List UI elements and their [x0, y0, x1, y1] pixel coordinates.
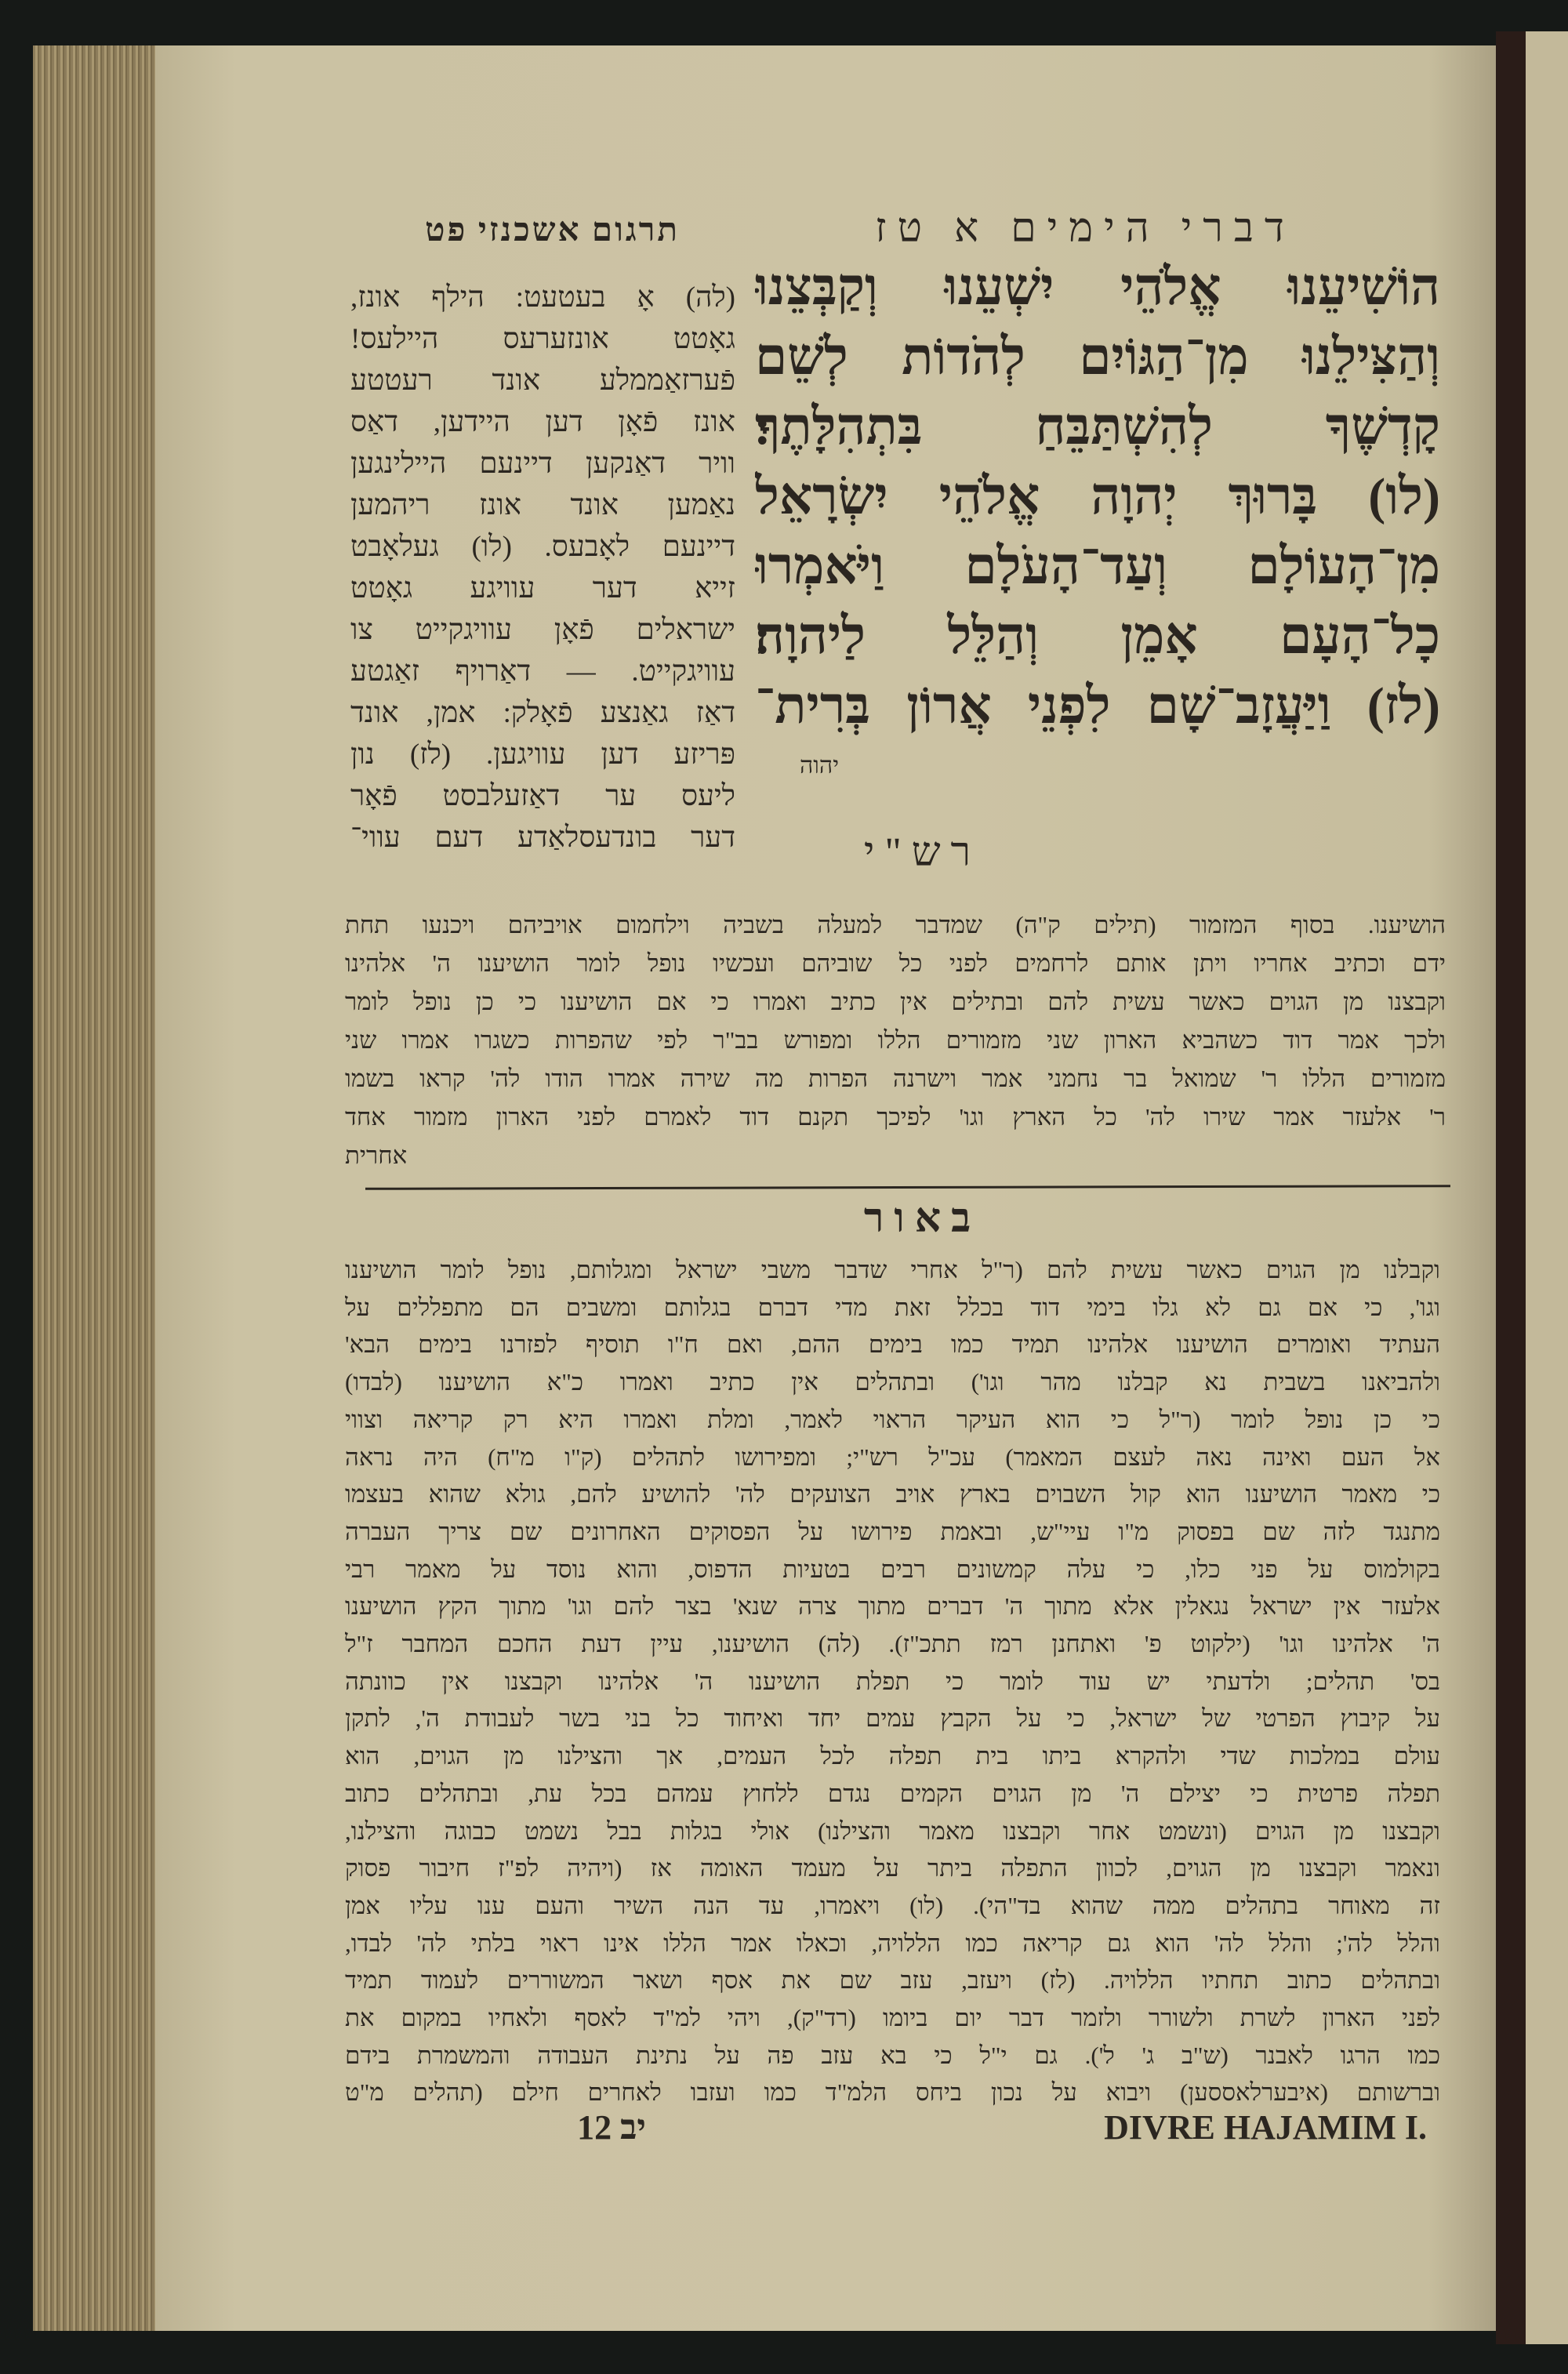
- next-page-edge: [1526, 31, 1568, 2344]
- biur-line: אל העם ואינה נאה לעצם המאמר) עכ"ל רש"י; ומפירושו לתהלים (ק"ו מ"ח) היה נראה: [345, 1443, 1440, 1471]
- biur-line: וקבצנו מן הגוים (ונשמט אחר וקבצנו מאמר והצילנו) אולי בגלות בבל נשמט כבוגה והצילנו,: [345, 1817, 1440, 1845]
- verse-line: כָל־הָעָם אָמֵן וְהַלֵּל לַיהוָה׃: [755, 608, 1440, 665]
- right-column-header: דברי הימים א טז: [875, 206, 1295, 251]
- running-title: DIVRE HAJAMIM I.: [1104, 2108, 1427, 2147]
- rashi-line: ולכך אמר דוד כשהביא הארון שני מזמורים הללו ומפורש בב"ר לפי שהפרות כשגרו אמרו שני: [345, 1026, 1446, 1054]
- verse-line: מִן־הָעוֹלָם וְעַד־הָעֹלָם וַיֹּאמְרוּ: [755, 538, 1440, 595]
- biur-line: ה' אלהינו וגו' (ילקוט פ' ואתחנן רמז תתכ"ז). (לה) הושיענו, עיין דעת החכם המחבר ז"ל: [345, 1630, 1440, 1657]
- biur-line: ונאמר וקבצנו מן הגוים, לכוון התפלה ביתר על מעמד האומה אז (ויהיה לפ"ז חיבור פסוק: [345, 1854, 1440, 1882]
- biur-line: העתיד ואומרים הושיענו אלהינו תמיד כמו בימים ההם, ואם ח"ו תוסיף לפזרנו בימים הבא': [345, 1330, 1440, 1359]
- biur-line: מתנגד לזה שם בפסוק מ"ו עיי"ש, ובאמת פירושו על הפסוקים האחרונים שם צריך העברה: [345, 1517, 1440, 1545]
- biur-line: ובתהלים כתוב תחתיו הללויה. (לז) ויעזב, עזב שם את אסף ושאר המשוררים לעמוד תמיד: [345, 1966, 1440, 1995]
- yiddish-line: גאָטט אונזערעס היילעס!: [350, 323, 735, 355]
- book-gutter: [1496, 31, 1526, 2344]
- yiddish-line: ישראלים פֿאָן עוויגקייט צו: [350, 614, 735, 646]
- yiddish-line: (לה) אָ בעטעט: הילף אונז,: [350, 281, 735, 314]
- yiddish-line: אונז פֿאָן דען היידען, דאַס: [350, 406, 735, 438]
- biur-line: בקולמוס על פני כלו, כי עלה קמשונים רבים בטעיות הדפוס, והוא נוסד על מאמר רבי: [345, 1555, 1440, 1583]
- catchword: יהוה: [800, 753, 840, 779]
- page-number: 12 יב: [577, 2108, 646, 2147]
- biur-line: תפלה פרטית כי יצילם ה' מן הגוים הקמים נגדם ללחוץ עמהם בכל עת, ובתהלים כתוב: [345, 1779, 1440, 1807]
- biur-line: אלעזר אין ישראל נגאלין אלא מתוך ה' דברים מתוך צרה שנא' בצר להם וגו' מתוך הקץ הושיענו: [345, 1592, 1440, 1621]
- book-page-edges: [33, 45, 155, 2331]
- verse-line: (לז) וַיַּעֲזָב־שָׁם לִפְנֵי אֲרוֹן בְּרִית־: [755, 677, 1440, 735]
- yiddish-line: נאַמען אונד אונז ריהמען: [350, 489, 735, 521]
- biur-line: בס' תהלים; ולדעתי יש עוד לומר כי תפלת הושיענו ה' אלהינו וקבצנו אין כוונתה: [345, 1667, 1440, 1695]
- yiddish-line: דאַז גאַנצע פֿאָלק: אמן, אונד: [350, 697, 735, 729]
- biur-line: זה מאוחר בתהלים ממה שהוא בד"הי). (לו) ויאמרו, עד הנה השיר והעם ענו עליו אמן: [345, 1891, 1440, 1919]
- biur-line: כי כן נופל לומר (ר"ל כי הוא העיקר הראוי לאמר, ומלת ואמרו היא רק קריאה וצווי: [345, 1405, 1440, 1433]
- rashi-heading: ר ש " י: [863, 830, 971, 875]
- biur-line: עולם במלכות שדי ולהקרא ביתו בית תפלה לכל העמים, אך והצילנו מן הגוים, הוא: [345, 1742, 1440, 1770]
- biur-line: וברשותם (איבערלאססען) ויבוא על נכון ביחס הלמ"ד כמו ועזבו לאחרים חילם (תהלים מ"ט: [345, 2078, 1440, 2107]
- yiddish-line: פּריזע דען עוויגען. (לז) נון: [350, 739, 735, 771]
- biur-line: וקבלנו מן הגוים כאשר עשית להם (ר"ל אחרי שדבר משבי ישראל ומגלותם, נופל לומר הושיענו: [345, 1256, 1440, 1283]
- yiddish-line: דער בונדעסלאַדע דעם עווי־: [350, 822, 735, 854]
- verse-line: הוֹשִׁיעֵנוּ אֱלֹהֵי יִשְׁעֵנוּ וְקַבְּצֵנוּ: [755, 259, 1440, 316]
- biur-line: לפני הארון לשרת ולשורר ולזמר דבר יום ביומו (רד"ק), ויהי למ"ד לאסף ולאחיו במקום את: [345, 2004, 1440, 2031]
- verse-line: קָדְשֶׁךָ לְהִשְׁתַּבֵּחַ בִּתְהִלָּתֶךָ׃: [755, 398, 1440, 456]
- biur-line: ולהביאנו בשבית נא קבלנו מהר וגו') ובתהלים אין כתיב ואמרו כ"א הושיענו (לבדו): [345, 1368, 1440, 1396]
- yiddish-line: זייא דער עוויגע גאָטט: [350, 572, 735, 604]
- rashi-line: מזמורים הללו ר' שמואל בר נחמני אמר וישרנה הפרות מה שירה אמרו הודו לה' קראו בשמו: [345, 1065, 1446, 1092]
- biur-line: על קיבוץ הפרטי של ישראל, כי על הקבץ עמים יחד ואיחוד כל בני בשר לעבודת ה', לתקן: [345, 1704, 1440, 1733]
- verse-line: (לו) בָּרוּךְ יְהוָה אֱלֹהֵי יִשְׂרָאֵל: [755, 468, 1440, 525]
- left-column-header: תרגום אשכנזי פט: [425, 212, 680, 249]
- biur-heading: ב א ו ר: [863, 1196, 971, 1241]
- rashi-line: ר' אלעזר אמר שירו לה' כל הארץ וגו' לפיכך תקנם דוד לאמרם לפני הארון מזמור אחד: [345, 1103, 1446, 1131]
- yiddish-line: פֿערזאַממלע אונד רעטטע: [350, 365, 735, 397]
- rashi-line: הושיענו. בסוף המזמור (תילים ק"ה) שמדבר למעלה בשביה וילחמום אויביהם ויכנעו תחת: [345, 911, 1446, 938]
- biur-line: וגו', כי אם גם לא גלו בימי דוד בכלל זאת מדי דברם בגלותם ומשבים הם מתפללים על: [345, 1293, 1440, 1321]
- rashi-line: וקבצנו מן הגוים כאשר עשית להם ובתילים אין כתיב ואמרו כי אם הושיענו כי כן נופל לומר: [345, 988, 1446, 1015]
- verse-line: וְהַצִּילֵנוּ מִן־הַגּוֹיִם לְהֹדוֹת לְשֵׁם: [755, 329, 1440, 386]
- rashi-line: ידם וכתיב אחריו ויתן אותם לרחמים לפני כל שוביהם ועכשיו נופל לומר הושיענו ה' אלהינו: [345, 949, 1446, 977]
- biur-line: כי מאמר הושיענו הוא קול השבוים בארץ אויב הצועקים לה' להושיע להם, גולא שהוא בעצמו: [345, 1480, 1440, 1508]
- biur-line: והלל לה'; והלל לה' הוא גם קריאה כמו הללויה, וכאלו אמר הללו אינו ראוי בלתי לה' לבדו,: [345, 1929, 1440, 1957]
- yiddish-line: דיינעם לאָבעס. (לו) געלאָבט: [350, 531, 735, 563]
- rashi-line: אחרית: [345, 1142, 408, 1169]
- yiddish-line: וויר דאַנקען דיינעם היילינגען: [350, 448, 735, 480]
- biur-line: כמו הרגו לאבנר (ש"ב ג' ל'). גם י"ל כי בא עזב פה על נתינת העבודה והמשמרת בידם: [345, 2041, 1440, 2069]
- yiddish-line: ליעס ער דאַזעלבסט פֿאָר: [350, 780, 735, 812]
- yiddish-line: עוויגקייט. — דאַרויף זאַגטע: [350, 655, 735, 688]
